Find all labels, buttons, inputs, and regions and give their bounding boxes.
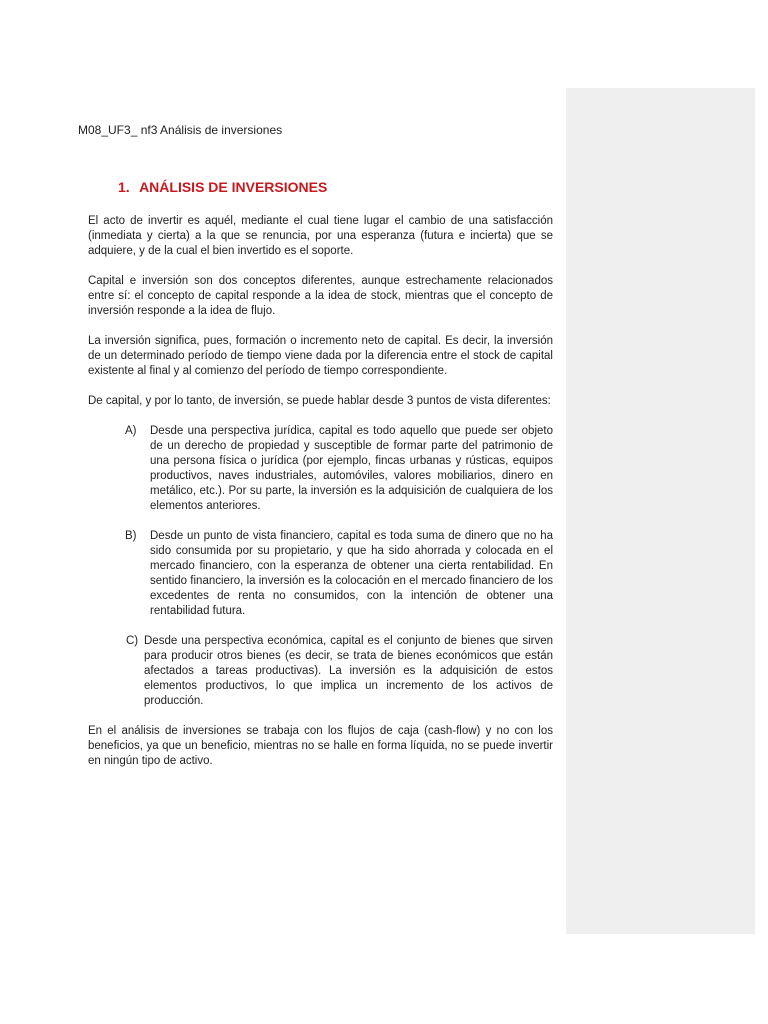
list-marker: C) <box>126 635 139 647</box>
heading-number: 1. <box>118 179 130 195</box>
list-marker: A) <box>125 425 137 437</box>
paragraph-capital-vs-investment: Capital e inversión son dos conceptos diferentes, aunque estrechamente relacionados entre sí: el concepto de capital responde a la idea de stock, mientras que el concepto de inversión responde a la idea de flujo. <box>88 275 553 317</box>
list-marker: B) <box>125 530 137 542</box>
list-item-text: Desde un punto de vista financiero, capital es toda suma de dinero que no ha sido consumida por su propietario, y que ha sido ahorrada y colocada en el mercado financiero, con la esperanza de obtener una cierta rentabilidad. En sentido financiero, la inversión es la colocación en el mercado financiero de los excedentes de renta no consumidos, con la intención de obtener una rentabilidad futura. <box>150 530 553 617</box>
paragraph-net-formation: La inversión significa, pues, formación o incremento neto de capital. Es decir, la inversión de un determinado período de tiempo viene dada por la diferencia entre el stock de capital existente al final y al comienzo del período de tiempo correspondiente. <box>88 335 553 377</box>
comment-margin-pane <box>566 88 755 934</box>
list-item-economic <box>88 634 553 709</box>
paragraph-three-viewpoints: De capital, y por lo tanto, de inversión, se puede hablar desde 3 puntos de vista diferentes: <box>88 395 551 407</box>
list-item-legal <box>88 424 553 514</box>
list-item-financial <box>88 529 553 619</box>
paragraph-definition: El acto de invertir es aquél, mediante el cual tiene lugar el cambio de una satisfacción (inmediata y cierta) a la que se renuncia, por una esperanza (futura e incierta) que se adquiere, y de la cual el bien invertido es el soporte. <box>88 215 553 257</box>
heading-title: ANÁLISIS DE INVERSIONES <box>139 179 328 195</box>
running-header: M08_UF3_ nf3 Análisis de inversiones <box>78 123 283 137</box>
list-item-text: Desde una perspectiva jurídica, capital es todo aquello que puede ser objeto de un derecho de propiedad y susceptible de formar parte del patrimonio de una persona física o jurídica (por ejemplo, fincas urbanas y rústicas, equipos productivos, naves industriales, automóviles, valores mobiliarios, dinero en metálico, etc.). Por su parte, la inversión es la adquisición de cualquiera de los elementos anteriores. <box>150 425 553 512</box>
document-body <box>88 214 553 784</box>
section-heading <box>118 178 327 196</box>
paragraph-cash-flow: En el análisis de inversiones se trabaja con los flujos de caja (cash-flow) y no con los beneficios, ya que un beneficio, mientras no se halle en forma líquida, no se puede invertir en ningún tipo de activo. <box>88 725 553 767</box>
list-item-text: Desde una perspectiva económica, capital es el conjunto de bienes que sirven para producir otros bienes (es decir, se trata de bienes económicos que están afectados a tareas productivas). La inversión es la adquisición de estos elementos productivos, lo que implica un incremento de los activos de producción. <box>144 635 553 707</box>
